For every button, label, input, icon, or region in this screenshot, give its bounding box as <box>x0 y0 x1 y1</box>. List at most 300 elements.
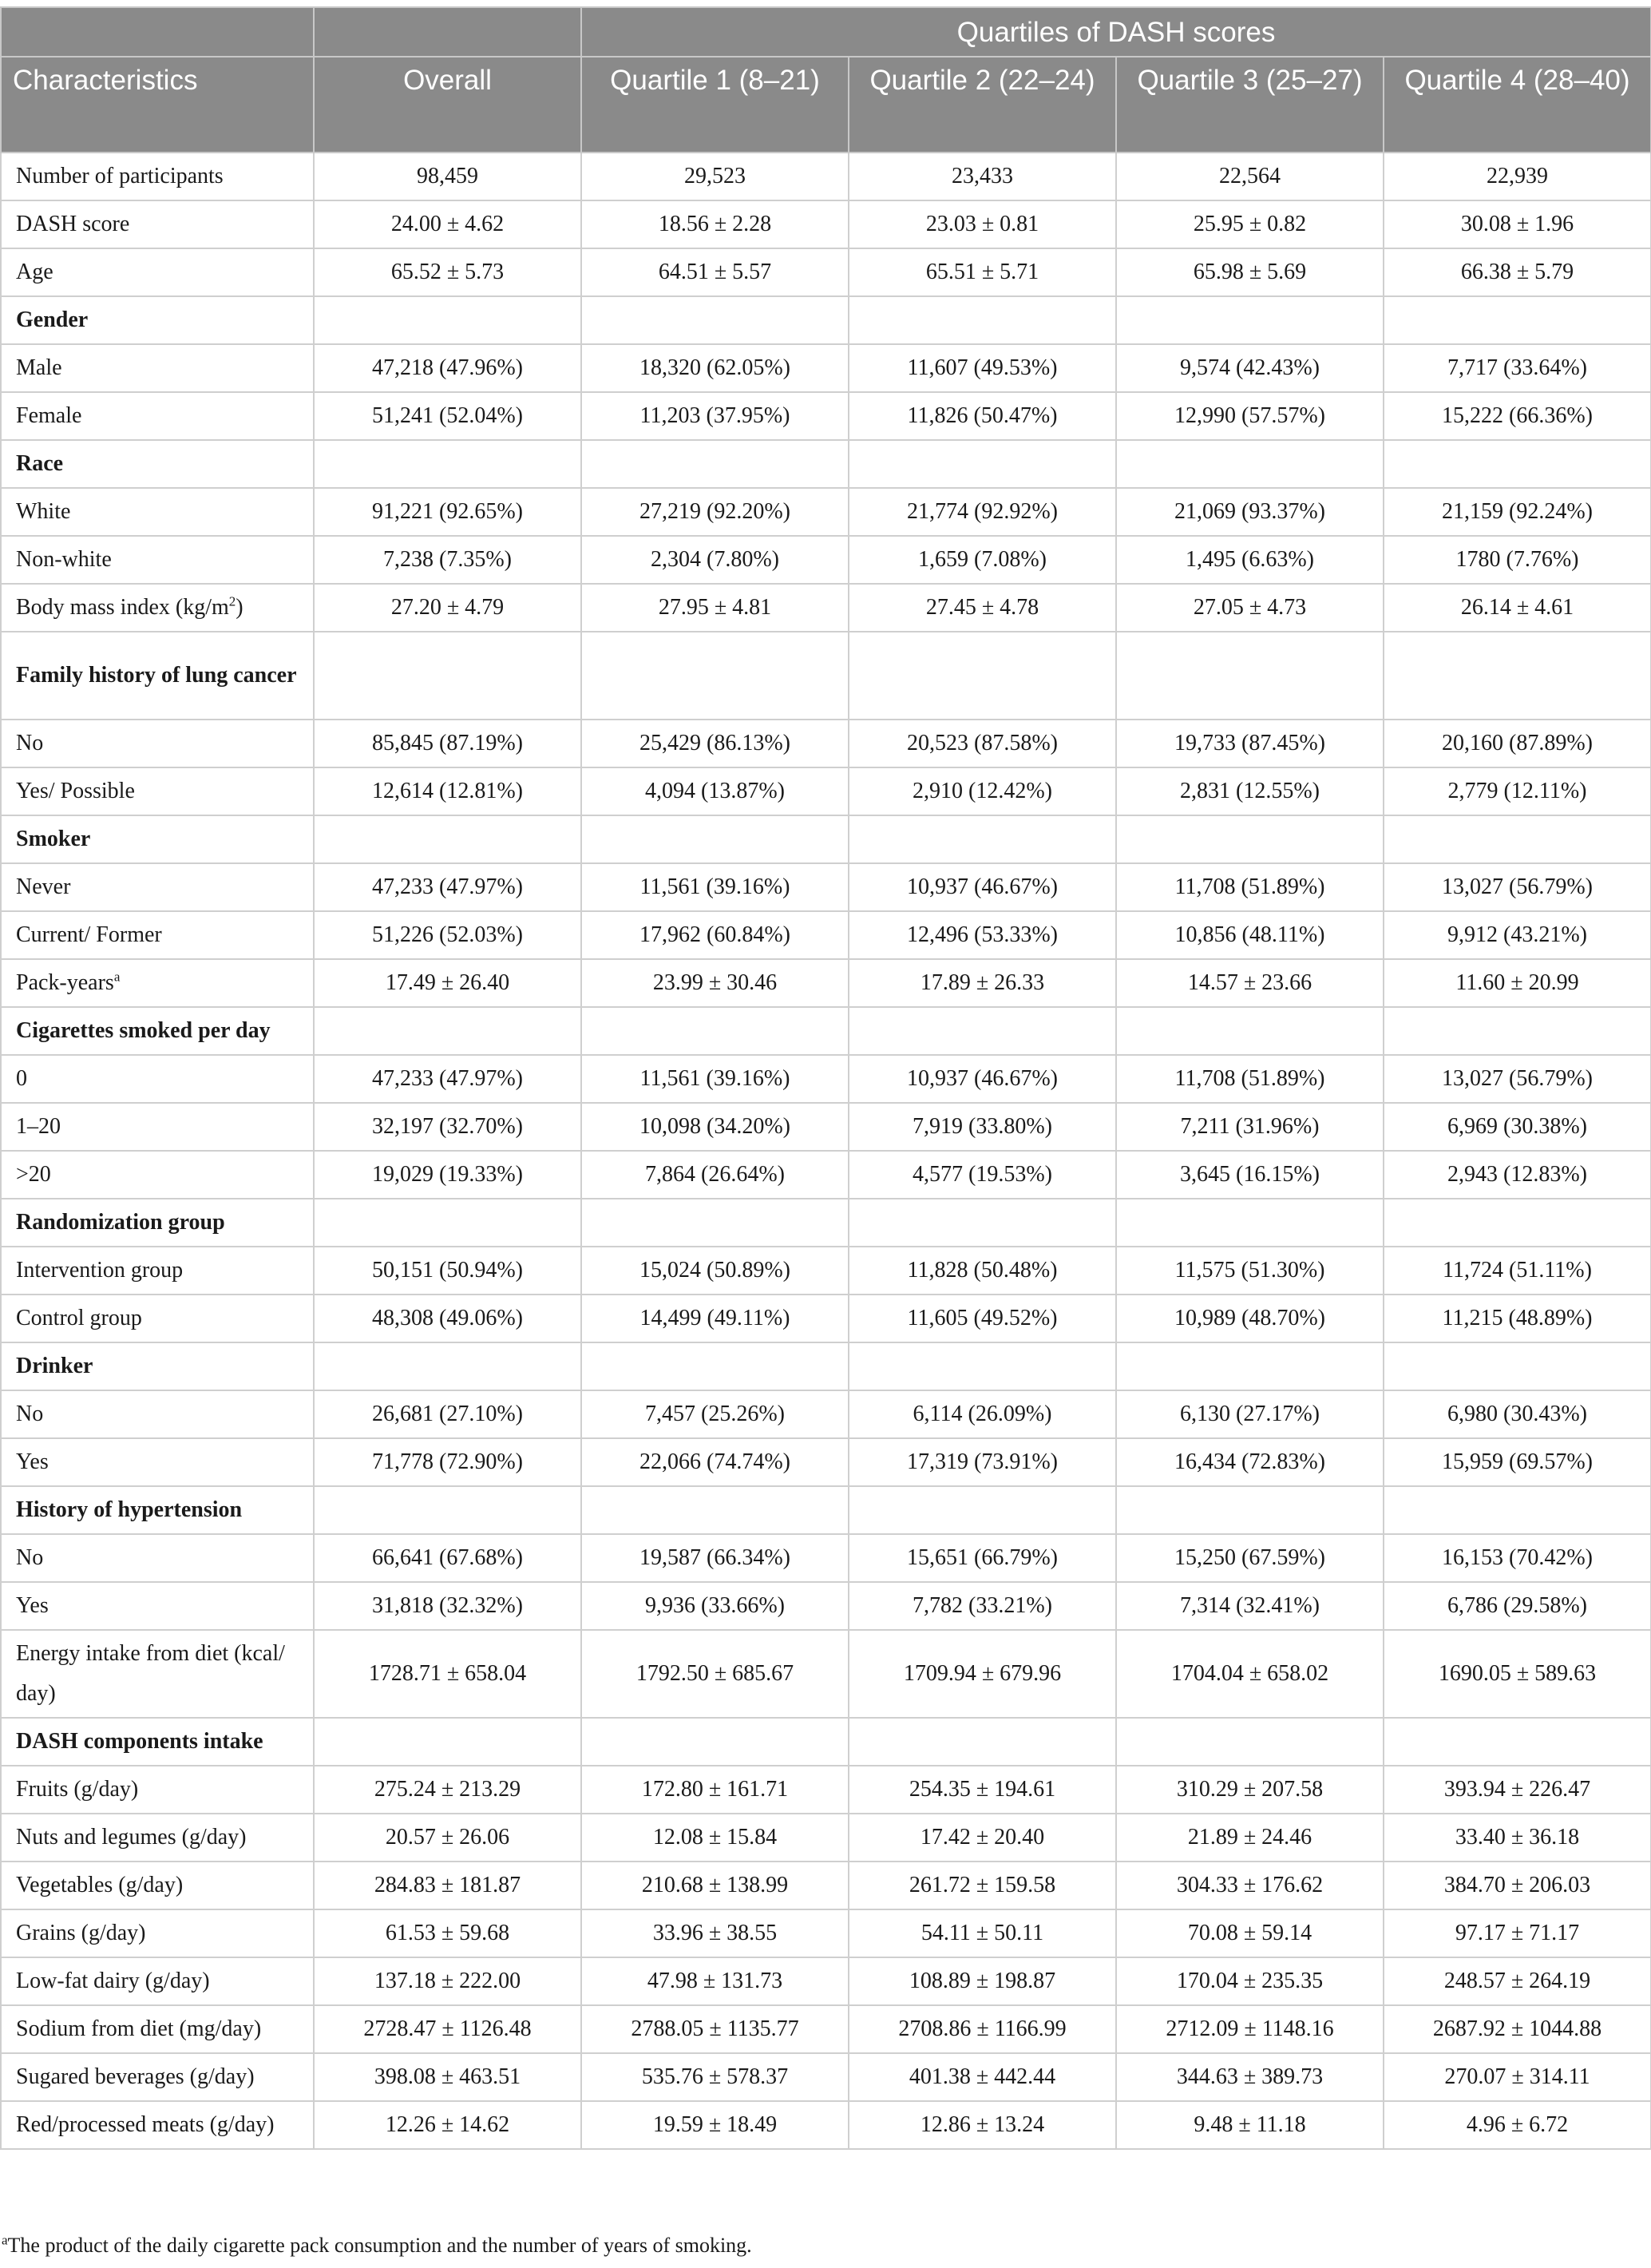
row-label-text: 1–20 <box>16 1114 61 1139</box>
table-cell: 6,130 (27.17%) <box>1116 1390 1384 1438</box>
table-cell <box>1116 1486 1384 1534</box>
row-label <box>1 815 314 863</box>
row-label <box>1 248 314 296</box>
table-cell <box>1384 815 1651 863</box>
table-cell: 15,024 (50.89%) <box>581 1247 849 1295</box>
row-label-text: Female <box>16 403 82 428</box>
table-cell: 12,496 (53.33%) <box>849 911 1116 959</box>
table-cell: 65.52 ± 5.73 <box>314 248 581 296</box>
table-cell: 108.89 ± 198.87 <box>849 1957 1116 2005</box>
row-label-text: Fruits (g/day) <box>16 1777 139 1802</box>
row-label <box>1 2005 314 2053</box>
table-section-row <box>1 1342 1651 1390</box>
table-cell: 7,314 (32.41%) <box>1116 1582 1384 1630</box>
table-cell <box>314 1007 581 1055</box>
table-cell: 2,304 (7.80%) <box>581 536 849 584</box>
table-section-row <box>1 1199 1651 1247</box>
table-cell <box>1384 296 1651 344</box>
column-header-overall: Overall <box>314 57 581 153</box>
table-section-row <box>1 1486 1651 1534</box>
table-cell: 31,818 (32.32%) <box>314 1582 581 1630</box>
table-cell: 1728.71 ± 658.04 <box>314 1630 581 1718</box>
table-cell: 10,989 (48.70%) <box>1116 1295 1384 1342</box>
row-label-text: Body mass index (kg/m <box>16 595 229 620</box>
row-label-text: >20 <box>16 1162 51 1187</box>
table-cell: 137.18 ± 222.00 <box>314 1957 581 2005</box>
row-label <box>1 1295 314 1342</box>
row-label-text: No <box>16 731 44 755</box>
row-label-text: Intervention group <box>16 1258 184 1283</box>
table-cell <box>1116 1718 1384 1766</box>
table-cell <box>581 296 849 344</box>
table-cell: 47,218 (47.96%) <box>314 344 581 392</box>
table-cell <box>314 296 581 344</box>
table-cell <box>1116 632 1384 720</box>
table-cell: 51,241 (52.04%) <box>314 392 581 440</box>
table-cell: 21,774 (92.92%) <box>849 488 1116 536</box>
table-row <box>1 959 1651 1007</box>
row-label-text: Low-fat dairy (g/day) <box>16 1969 210 1993</box>
table-cell: 11,607 (49.53%) <box>849 344 1116 392</box>
table-cell <box>314 440 581 488</box>
table-cell <box>849 440 1116 488</box>
table-cell <box>1384 1342 1651 1390</box>
row-label-text: Vegetables (g/day) <box>16 1873 184 1897</box>
table-cell: 12.86 ± 13.24 <box>849 2101 1116 2149</box>
table-cell: 22,939 <box>1384 153 1651 200</box>
table-cell: 20,523 (87.58%) <box>849 720 1116 767</box>
table-cell: 401.38 ± 442.44 <box>849 2053 1116 2101</box>
table-cell <box>581 632 849 720</box>
table-cell: 4,577 (19.53%) <box>849 1151 1116 1199</box>
table-cell: 284.83 ± 181.87 <box>314 1862 581 1909</box>
table-cell: 2,831 (12.55%) <box>1116 767 1384 815</box>
table-cell: 48,308 (49.06%) <box>314 1295 581 1342</box>
row-label-text: Energy intake from diet (kcal/ day) <box>16 1641 285 1706</box>
table-cell: 15,250 (67.59%) <box>1116 1534 1384 1582</box>
table-cell <box>1116 1199 1384 1247</box>
table-cell: 7,717 (33.64%) <box>1384 344 1651 392</box>
table-cell: 12.08 ± 15.84 <box>581 1814 849 1862</box>
row-label-text: Pack-years <box>16 970 114 995</box>
row-label <box>1 720 314 767</box>
table-cell: 23.03 ± 0.81 <box>849 200 1116 248</box>
table-cell: 304.33 ± 176.62 <box>1116 1862 1384 1909</box>
table-cell: 23.99 ± 30.46 <box>581 959 849 1007</box>
table-row <box>1 344 1651 392</box>
row-label-superscript: 2 <box>228 593 236 609</box>
row-label-text: History of hypertension <box>16 1497 243 1522</box>
table-row <box>1 1582 1651 1630</box>
table-cell: 22,564 <box>1116 153 1384 200</box>
table-cell <box>1116 440 1384 488</box>
table-cell: 18.56 ± 2.28 <box>581 200 849 248</box>
table-row <box>1 863 1651 911</box>
table-cell <box>314 1718 581 1766</box>
table-cell: 10,937 (46.67%) <box>849 863 1116 911</box>
row-label <box>1 1534 314 1582</box>
footnote-marker: a <box>2 2232 8 2248</box>
table-cell: 7,782 (33.21%) <box>849 1582 1116 1630</box>
table-cell <box>314 1199 581 1247</box>
table-cell: 6,980 (30.43%) <box>1384 1390 1651 1438</box>
row-label-text: Nuts and legumes (g/day) <box>16 1825 247 1850</box>
table-row <box>1 2005 1651 2053</box>
table-cell: 11,561 (39.16%) <box>581 863 849 911</box>
table-cell: 11,203 (37.95%) <box>581 392 849 440</box>
table-cell: 13,027 (56.79%) <box>1384 1055 1651 1103</box>
row-label <box>1 1055 314 1103</box>
row-label <box>1 296 314 344</box>
table-cell: 32,197 (32.70%) <box>314 1103 581 1151</box>
table-cell: 6,969 (30.38%) <box>1384 1103 1651 1151</box>
table-cell: 2,943 (12.83%) <box>1384 1151 1651 1199</box>
table-cell: 47,233 (47.97%) <box>314 863 581 911</box>
table-cell: 17.89 ± 26.33 <box>849 959 1116 1007</box>
row-label <box>1 200 314 248</box>
table-cell <box>1116 1007 1384 1055</box>
characteristics-table <box>0 6 1651 2150</box>
table-cell: 10,937 (46.67%) <box>849 1055 1116 1103</box>
table-row <box>1 1151 1651 1199</box>
table-cell <box>849 1199 1116 1247</box>
table-cell: 248.57 ± 264.19 <box>1384 1957 1651 2005</box>
table-cell: 29,523 <box>581 153 849 200</box>
table-row <box>1 1390 1651 1438</box>
table-cell: 275.24 ± 213.29 <box>314 1766 581 1814</box>
table-cell: 9,574 (42.43%) <box>1116 344 1384 392</box>
table-cell: 2,779 (12.11%) <box>1384 767 1651 815</box>
table-cell: 54.11 ± 50.11 <box>849 1909 1116 1957</box>
table-row <box>1 1295 1651 1342</box>
table-cell: 15,222 (66.36%) <box>1384 392 1651 440</box>
table-cell <box>581 1486 849 1534</box>
table-cell: 47.98 ± 131.73 <box>581 1957 849 2005</box>
row-label-text: Control group <box>16 1306 142 1330</box>
table-cell: 11.60 ± 20.99 <box>1384 959 1651 1007</box>
row-label <box>1 2053 314 2101</box>
table-cell: 1,495 (6.63%) <box>1116 536 1384 584</box>
table-cell: 27.20 ± 4.79 <box>314 584 581 632</box>
table-cell: 10,098 (34.20%) <box>581 1103 849 1151</box>
row-label-text: Yes <box>16 1449 49 1474</box>
table-cell: 7,238 (7.35%) <box>314 536 581 584</box>
row-label-text: Red/processed meats (g/day) <box>16 2112 275 2137</box>
table-section-row <box>1 440 1651 488</box>
footnote <box>2 2234 752 2258</box>
table-cell: 170.04 ± 235.35 <box>1116 1957 1384 2005</box>
table-cell <box>581 815 849 863</box>
row-label-text: DASH score <box>16 212 130 236</box>
table-cell: 254.35 ± 194.61 <box>849 1766 1116 1814</box>
table-row <box>1 536 1651 584</box>
table-cell: 10,856 (48.11%) <box>1116 911 1384 959</box>
table-cell <box>1384 1486 1651 1534</box>
table-cell <box>849 1007 1116 1055</box>
table-row <box>1 1534 1651 1582</box>
row-label <box>1 1247 314 1295</box>
table-cell: 27.95 ± 4.81 <box>581 584 849 632</box>
table-section-row <box>1 1007 1651 1055</box>
table-cell: 4.96 ± 6.72 <box>1384 2101 1651 2149</box>
table-cell: 398.08 ± 463.51 <box>314 2053 581 2101</box>
table-cell: 65.98 ± 5.69 <box>1116 248 1384 296</box>
table-cell: 6,786 (29.58%) <box>1384 1582 1651 1630</box>
table-cell: 11,826 (50.47%) <box>849 392 1116 440</box>
table-cell: 20.57 ± 26.06 <box>314 1814 581 1862</box>
row-label-text: Drinker <box>16 1354 93 1378</box>
table-cell <box>1384 440 1651 488</box>
table-cell <box>314 1486 581 1534</box>
table-row <box>1 1766 1651 1814</box>
row-label <box>1 153 314 200</box>
row-label-text: Yes <box>16 1593 49 1618</box>
table-cell: 23,433 <box>849 153 1116 200</box>
row-label-text: Gender <box>16 307 89 332</box>
table-cell: 14.57 ± 23.66 <box>1116 959 1384 1007</box>
table-cell <box>849 815 1116 863</box>
table-cell: 50,151 (50.94%) <box>314 1247 581 1295</box>
table-cell: 9,936 (33.66%) <box>581 1582 849 1630</box>
column-header-quartile-3: Quartile 3 (25–27) <box>1116 57 1384 153</box>
table-cell: 51,226 (52.03%) <box>314 911 581 959</box>
header-blank <box>1 7 314 57</box>
table-cell <box>849 1342 1116 1390</box>
table-cell: 30.08 ± 1.96 <box>1384 200 1651 248</box>
table-cell <box>849 1718 1116 1766</box>
table-cell: 26,681 (27.10%) <box>314 1390 581 1438</box>
row-label-text: Randomization group <box>16 1210 225 1235</box>
row-label <box>1 1766 314 1814</box>
row-label <box>1 440 314 488</box>
table-cell: 9.48 ± 11.18 <box>1116 2101 1384 2149</box>
table-row <box>1 2101 1651 2149</box>
table-cell: 17.49 ± 26.40 <box>314 959 581 1007</box>
table-cell: 61.53 ± 59.68 <box>314 1909 581 1957</box>
table-cell: 25.95 ± 0.82 <box>1116 200 1384 248</box>
table-row <box>1 720 1651 767</box>
row-label <box>1 1909 314 1957</box>
table-cell: 261.72 ± 159.58 <box>849 1862 1116 1909</box>
table-cell <box>1116 815 1384 863</box>
table-cell: 71,778 (72.90%) <box>314 1438 581 1486</box>
table-cell: 97.17 ± 71.17 <box>1384 1909 1651 1957</box>
table-cell: 344.63 ± 389.73 <box>1116 2053 1384 2101</box>
table-cell: 1,659 (7.08%) <box>849 536 1116 584</box>
table-cell: 17,962 (60.84%) <box>581 911 849 959</box>
row-label <box>1 1630 314 1718</box>
table-cell: 11,561 (39.16%) <box>581 1055 849 1103</box>
table-section-row <box>1 296 1651 344</box>
table-cell: 66,641 (67.68%) <box>314 1534 581 1582</box>
table-cell: 21.89 ± 24.46 <box>1116 1814 1384 1862</box>
row-label-text: Grains (g/day) <box>16 1921 146 1945</box>
table-cell: 22,066 (74.74%) <box>581 1438 849 1486</box>
row-label-text: No <box>16 1545 44 1570</box>
table-cell: 9,912 (43.21%) <box>1384 911 1651 959</box>
table-cell: 27.05 ± 4.73 <box>1116 584 1384 632</box>
column-header-quartile-4: Quartile 4 (28–40) <box>1384 57 1651 153</box>
column-header-characteristics: Characteristics <box>1 57 314 153</box>
row-label-text: Never <box>16 874 71 899</box>
table-cell: 16,434 (72.83%) <box>1116 1438 1384 1486</box>
table-row <box>1 2053 1651 2101</box>
table-cell <box>581 1007 849 1055</box>
row-label-superscript: a <box>113 969 121 985</box>
table-cell: 2788.05 ± 1135.77 <box>581 2005 849 2053</box>
row-label-text: No <box>16 1402 44 1426</box>
row-label <box>1 1438 314 1486</box>
table-cell: 17.42 ± 20.40 <box>849 1814 1116 1862</box>
table-cell: 64.51 ± 5.57 <box>581 248 849 296</box>
table-cell: 384.70 ± 206.03 <box>1384 1862 1651 1909</box>
table-row <box>1 1957 1651 2005</box>
table-section-row <box>1 815 1651 863</box>
table-cell: 12.26 ± 14.62 <box>314 2101 581 2149</box>
table-row <box>1 153 1651 200</box>
table-cell: 210.68 ± 138.99 <box>581 1862 849 1909</box>
row-label <box>1 1486 314 1534</box>
table-cell: 4,094 (13.87%) <box>581 767 849 815</box>
table-cell: 18,320 (62.05%) <box>581 344 849 392</box>
table-cell: 310.29 ± 207.58 <box>1116 1766 1384 1814</box>
table-cell: 12,990 (57.57%) <box>1116 392 1384 440</box>
table-cell <box>1116 296 1384 344</box>
table-cell: 15,651 (66.79%) <box>849 1534 1116 1582</box>
table-cell <box>581 1718 849 1766</box>
table-cell <box>314 815 581 863</box>
table-cell: 2687.92 ± 1044.88 <box>1384 2005 1651 2053</box>
table-cell <box>1384 1199 1651 1247</box>
table-cell <box>849 632 1116 720</box>
table-cell: 24.00 ± 4.62 <box>314 200 581 248</box>
table-cell: 7,864 (26.64%) <box>581 1151 849 1199</box>
row-label-text: Race <box>16 451 64 476</box>
row-label <box>1 1814 314 1862</box>
row-label <box>1 1007 314 1055</box>
table-cell <box>581 1342 849 1390</box>
table-row <box>1 1055 1651 1103</box>
row-label-text: Number of participants <box>16 164 224 188</box>
quartiles-group-header: Quartiles of DASH scores <box>581 7 1651 57</box>
table-cell <box>849 296 1116 344</box>
table-cell: 14,499 (49.11%) <box>581 1295 849 1342</box>
table-cell: 1709.94 ± 679.96 <box>849 1630 1116 1718</box>
table-row <box>1 911 1651 959</box>
row-label-text: Sugared beverages (g/day) <box>16 2064 255 2089</box>
row-label <box>1 911 314 959</box>
row-label <box>1 488 314 536</box>
table-row <box>1 1247 1651 1295</box>
table-section-row <box>1 1718 1651 1766</box>
table-cell: 66.38 ± 5.79 <box>1384 248 1651 296</box>
table-row <box>1 1630 1651 1718</box>
table-cell <box>1384 632 1651 720</box>
table-cell: 11,605 (49.52%) <box>849 1295 1116 1342</box>
table-row <box>1 1909 1651 1957</box>
table-cell: 27.45 ± 4.78 <box>849 584 1116 632</box>
row-label-text: Non-white <box>16 547 112 572</box>
table-cell <box>1116 1342 1384 1390</box>
row-label <box>1 1957 314 2005</box>
table-cell: 98,459 <box>314 153 581 200</box>
column-header-quartile-2: Quartile 2 (22–24) <box>849 57 1116 153</box>
table-cell: 1690.05 ± 589.63 <box>1384 1630 1651 1718</box>
table-cell: 7,919 (33.80%) <box>849 1103 1116 1151</box>
row-label-text: Yes/ Possible <box>16 779 135 803</box>
table-cell <box>1384 1007 1651 1055</box>
row-label-text: Current/ Former <box>16 922 162 947</box>
row-label-text: White <box>16 499 71 524</box>
table-cell: 20,160 (87.89%) <box>1384 720 1651 767</box>
table-cell <box>314 1342 581 1390</box>
table-cell: 47,233 (47.97%) <box>314 1055 581 1103</box>
row-label <box>1 1582 314 1630</box>
table-cell: 21,159 (92.24%) <box>1384 488 1651 536</box>
row-label-text: Family history of lung cancer <box>16 663 297 688</box>
row-label <box>1 1199 314 1247</box>
table-cell: 270.07 ± 314.11 <box>1384 2053 1651 2101</box>
table-cell: 2728.47 ± 1126.48 <box>314 2005 581 2053</box>
table-cell: 33.40 ± 36.18 <box>1384 1814 1651 1862</box>
table-row <box>1 1862 1651 1909</box>
table-cell: 11,828 (50.48%) <box>849 1247 1116 1295</box>
row-label <box>1 392 314 440</box>
table-row <box>1 767 1651 815</box>
table-cell: 535.76 ± 578.37 <box>581 2053 849 2101</box>
row-label-text: Male <box>16 355 62 380</box>
row-label <box>1 1151 314 1199</box>
table-cell: 15,959 (69.57%) <box>1384 1438 1651 1486</box>
table-cell: 11,215 (48.89%) <box>1384 1295 1651 1342</box>
row-label <box>1 584 314 632</box>
table-cell: 65.51 ± 5.71 <box>849 248 1116 296</box>
row-label <box>1 863 314 911</box>
table-cell: 19,029 (19.33%) <box>314 1151 581 1199</box>
table-cell <box>1384 1718 1651 1766</box>
table-cell: 19.59 ± 18.49 <box>581 2101 849 2149</box>
table-cell <box>581 440 849 488</box>
table-cell: 1792.50 ± 685.67 <box>581 1630 849 1718</box>
row-label-text: 0 <box>16 1066 27 1091</box>
table-cell: 91,221 (92.65%) <box>314 488 581 536</box>
table-cell: 11,575 (51.30%) <box>1116 1247 1384 1295</box>
row-label <box>1 767 314 815</box>
table-row <box>1 1814 1651 1862</box>
table-cell: 2708.86 ± 1166.99 <box>849 2005 1116 2053</box>
table-cell: 2712.09 ± 1148.16 <box>1116 2005 1384 2053</box>
table-header <box>1 7 1651 153</box>
table-cell: 25,429 (86.13%) <box>581 720 849 767</box>
table-cell: 7,457 (25.26%) <box>581 1390 849 1438</box>
table-cell: 26.14 ± 4.61 <box>1384 584 1651 632</box>
table-cell <box>849 1486 1116 1534</box>
table-section-row <box>1 632 1651 720</box>
row-label <box>1 536 314 584</box>
table-cell: 13,027 (56.79%) <box>1384 863 1651 911</box>
table-cell <box>314 632 581 720</box>
table-cell: 85,845 (87.19%) <box>314 720 581 767</box>
row-label <box>1 959 314 1007</box>
row-label <box>1 344 314 392</box>
table-cell: 172.80 ± 161.71 <box>581 1766 849 1814</box>
table-cell: 12,614 (12.81%) <box>314 767 581 815</box>
row-label <box>1 1862 314 1909</box>
table-row <box>1 392 1651 440</box>
table-cell: 21,069 (93.37%) <box>1116 488 1384 536</box>
row-label <box>1 632 314 720</box>
table-cell: 16,153 (70.42%) <box>1384 1534 1651 1582</box>
